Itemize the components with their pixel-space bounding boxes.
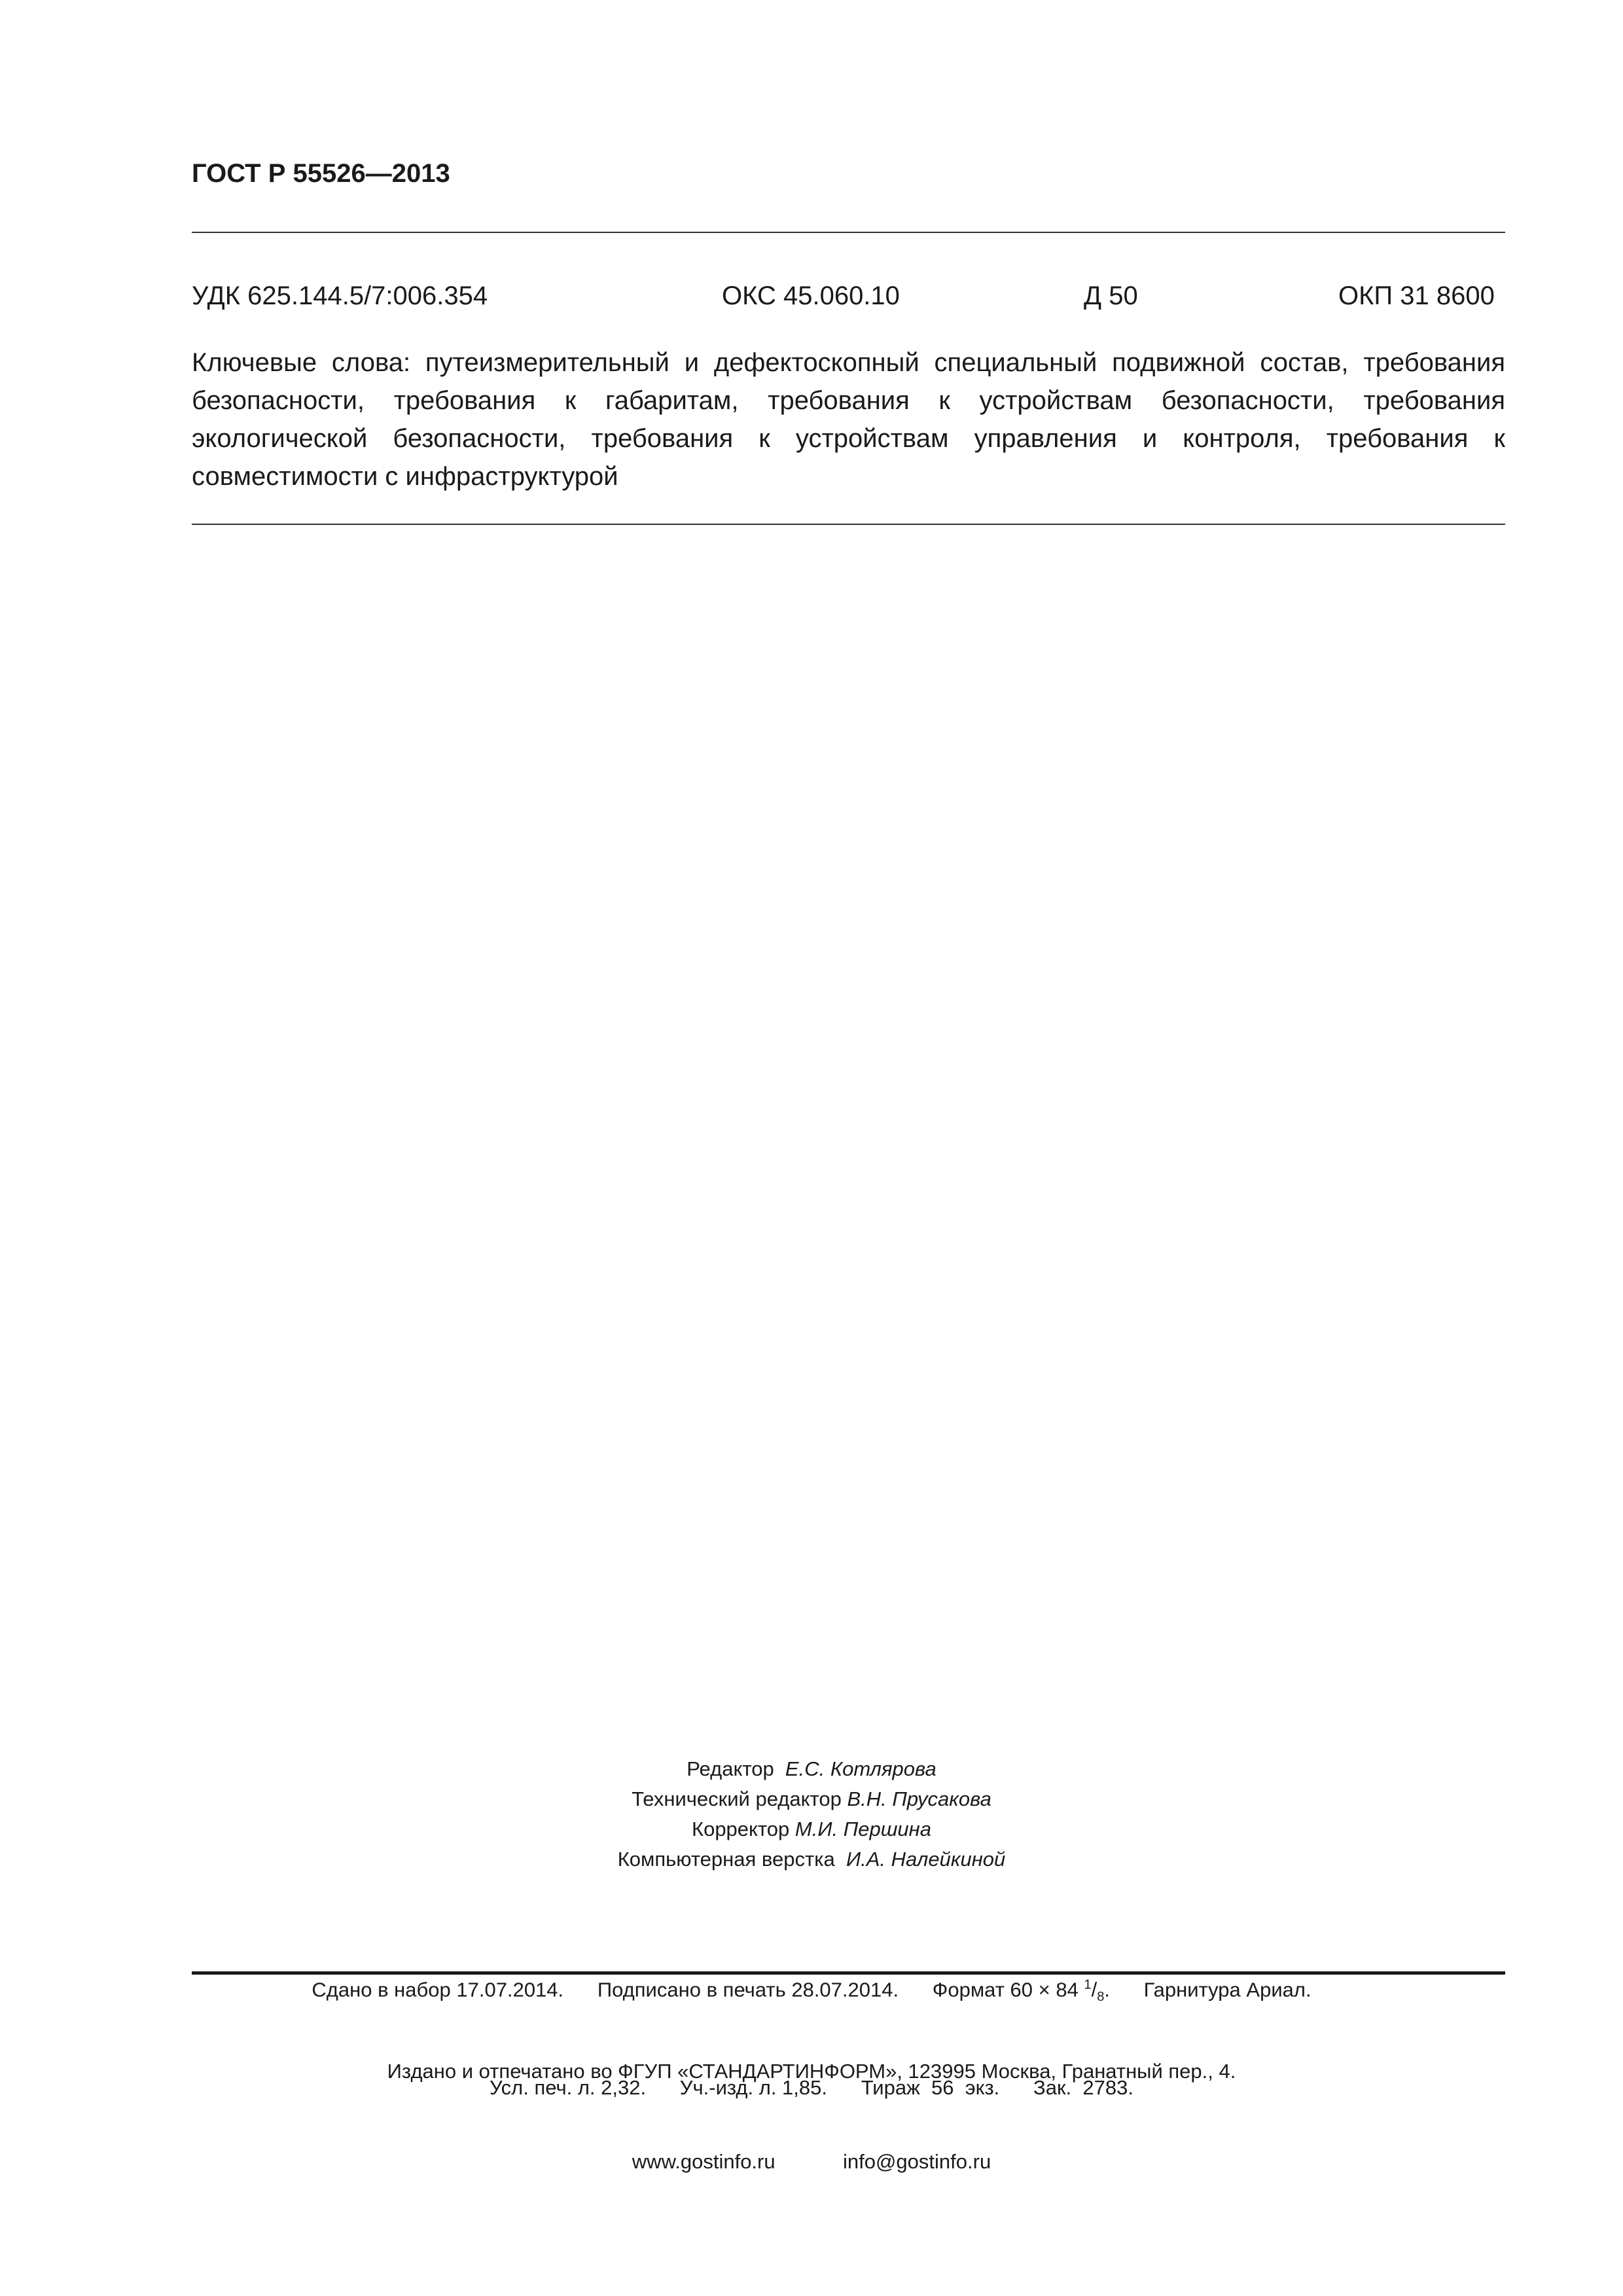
usl-pech: Усл. печ. л. 2,32. [490, 2075, 647, 2099]
credit-editor [0, 1754, 1623, 1784]
credit-corrector [0, 1814, 1623, 1844]
credit-role: Технический редактор [632, 1787, 842, 1810]
credit-role: Корректор [692, 1818, 790, 1840]
credit-layout [0, 1844, 1623, 1874]
zakaz: Зак. 2783. [1033, 2075, 1133, 2099]
credit-name: М.И. Першина [794, 1818, 931, 1840]
tirazh: Тираж 56 экз. [861, 2075, 1000, 2099]
signed-date: Подписано в печать 28.07.2014. [597, 1978, 899, 2001]
format-prefix: Формат 60 × 84 [932, 1978, 1079, 2001]
credit-name: В.Н. Прусакова [847, 1787, 991, 1810]
udk-code: УДК 625.144.5/7:006.354 [192, 281, 488, 310]
document-title: ГОСТ Р 55526—2013 [192, 159, 450, 188]
format-num: 1 [1084, 1978, 1092, 1992]
credit-role: Компьютерная верстка [617, 1848, 835, 1871]
keywords-paragraph: Ключевые слова: путеизмерительный и дефектоскопный специальный подвижной состав, требования безопасности, требования к габаритам, требования к устройствам безопасности, требования экологической безопасности, требования к устройствам управления и контроля, требования к совместимости с инфраструктурой [192, 348, 1505, 491]
d-code: Д 50 [1084, 281, 1138, 310]
divider-keywords [192, 524, 1505, 525]
oks-code: ОКС 45.060.10 [722, 281, 900, 310]
publisher-contacts [0, 2147, 1623, 2177]
format-den: 8 [1097, 1990, 1105, 2005]
credit-tech-editor [0, 1784, 1623, 1814]
divider-bottom [192, 1971, 1505, 1975]
sent-date: Сдано в набор 17.07.2014. [312, 1978, 564, 2001]
format: Формат 60 × 84 $^1/_8$. [932, 1978, 1110, 2005]
okp-code: ОКП 31 8600 [1338, 281, 1495, 310]
publisher-site[interactable]: www.gostinfo.ru [632, 2150, 776, 2173]
credit-role: Редактор [687, 1757, 774, 1780]
uch-izd: Уч.-изд. л. 1,85. [679, 2075, 828, 2099]
publisher-email[interactable]: info@gostinfo.ru [842, 2150, 991, 2173]
format-fraction: $^1/_8$ [1084, 1978, 1105, 2005]
publisher-block [0, 1996, 1623, 2207]
credit-name: И.А. Налейкиной [846, 1848, 1006, 1871]
font-name: Гарнитура Ариал. [1143, 1978, 1311, 2001]
divider-top [192, 232, 1505, 233]
credit-name: Е.С. Котлярова [785, 1757, 936, 1780]
publisher-line: Издано и отпечатано во ФГУП «СТАНДАРТИНФОРМ», 123995 Москва, Гранатный пер., 4. [387, 2060, 1236, 2083]
credits-block [0, 1754, 1623, 1874]
